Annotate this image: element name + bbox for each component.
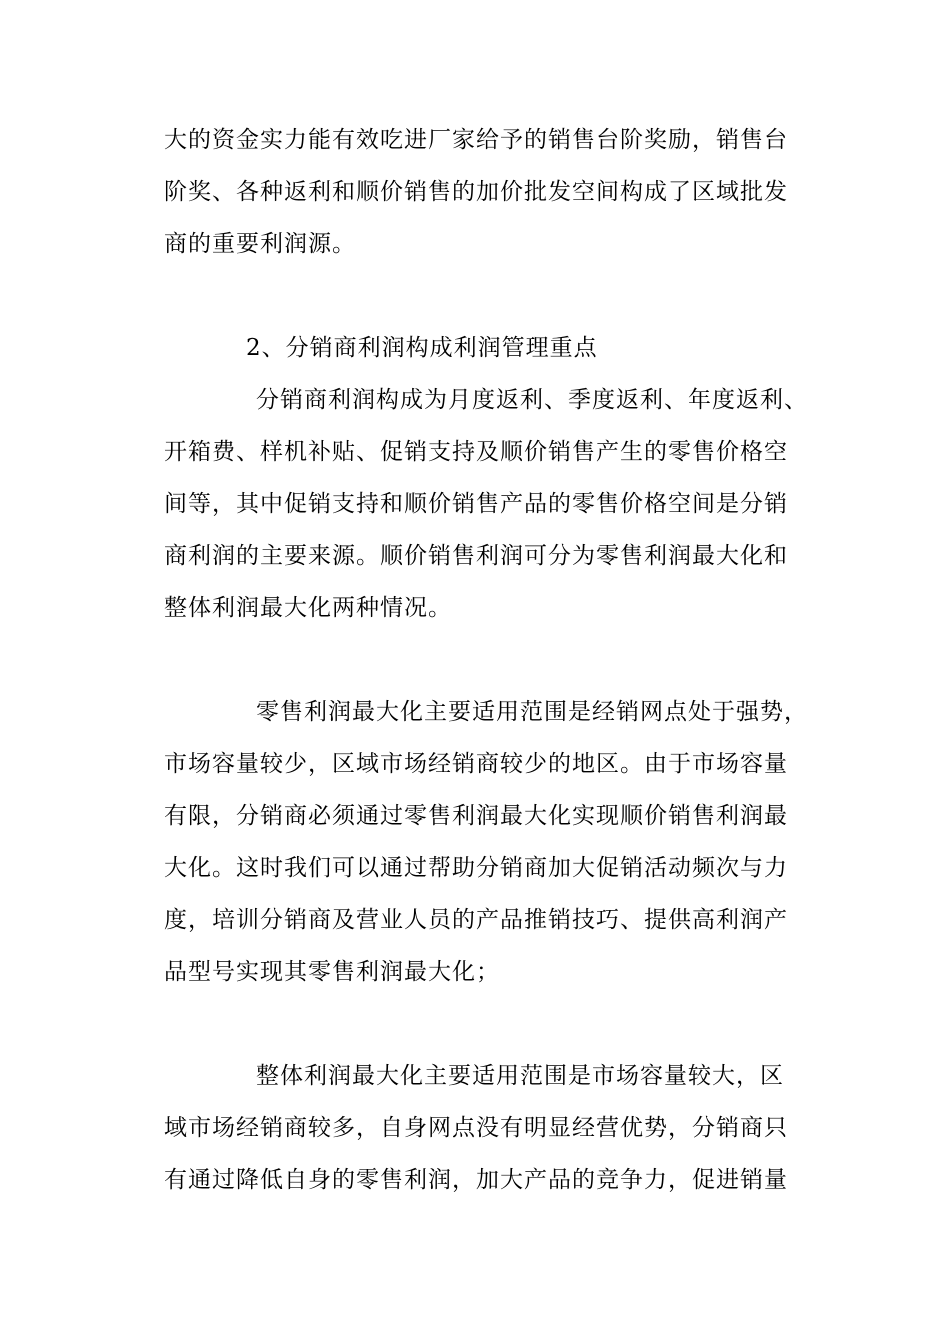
text-line: 开箱费、样机补贴、促销支持及顺价销售产生的零售价格空	[164, 439, 788, 465]
text-line: 品型号实现其零售利润最大化；	[164, 959, 500, 985]
text-line: 大化。这时我们可以通过帮助分销商加大促销活动频次与力	[164, 855, 788, 881]
text-line: 零售利润最大化主要适用范围是经销网点处于强势，	[256, 699, 808, 725]
text-line: 商利润的主要来源。顺价销售利润可分为零售利润最大化和	[164, 543, 788, 569]
text-line: 域市场经销商较多，自身网点没有明显经营优势，分销商只	[164, 1115, 788, 1141]
paragraph-distributor-profit	[164, 374, 824, 634]
paragraph-retail-maximization	[164, 686, 824, 998]
text-line: 整体利润最大化两种情况。	[164, 595, 452, 621]
text-line: 间等，其中促销支持和顺价销售产品的零售价格空间是分销	[164, 491, 788, 517]
text-line: 商的重要利润源。	[164, 231, 356, 257]
heading-text: 2、分销商利润构成利润管理重点	[246, 335, 598, 361]
text-line: 阶奖、各种返利和顺价销售的加价批发空间构成了区域批发	[164, 179, 788, 205]
text-line: 市场容量较少，区域市场经销商较少的地区。由于市场容量	[164, 751, 788, 777]
text-line: 分销商利润构成为月度返利、季度返利、年度返利、	[256, 387, 808, 413]
text-line: 有通过降低自身的零售利润，加大产品的竞争力，促进销量	[164, 1167, 788, 1193]
paragraph-overall-maximization	[164, 1050, 824, 1206]
text-line: 大的资金实力能有效吃进厂家给予的销售台阶奖励，销售台	[164, 127, 788, 153]
paragraph-wholesaler-profit	[164, 114, 824, 270]
text-line: 整体利润最大化主要适用范围是市场容量较大，区	[256, 1063, 784, 1089]
section-heading	[164, 322, 824, 374]
text-line: 有限，分销商必须通过零售利润最大化实现顺价销售利润最	[164, 803, 788, 829]
text-line: 度，培训分销商及营业人员的产品推销技巧、提供高利润产	[164, 907, 788, 933]
